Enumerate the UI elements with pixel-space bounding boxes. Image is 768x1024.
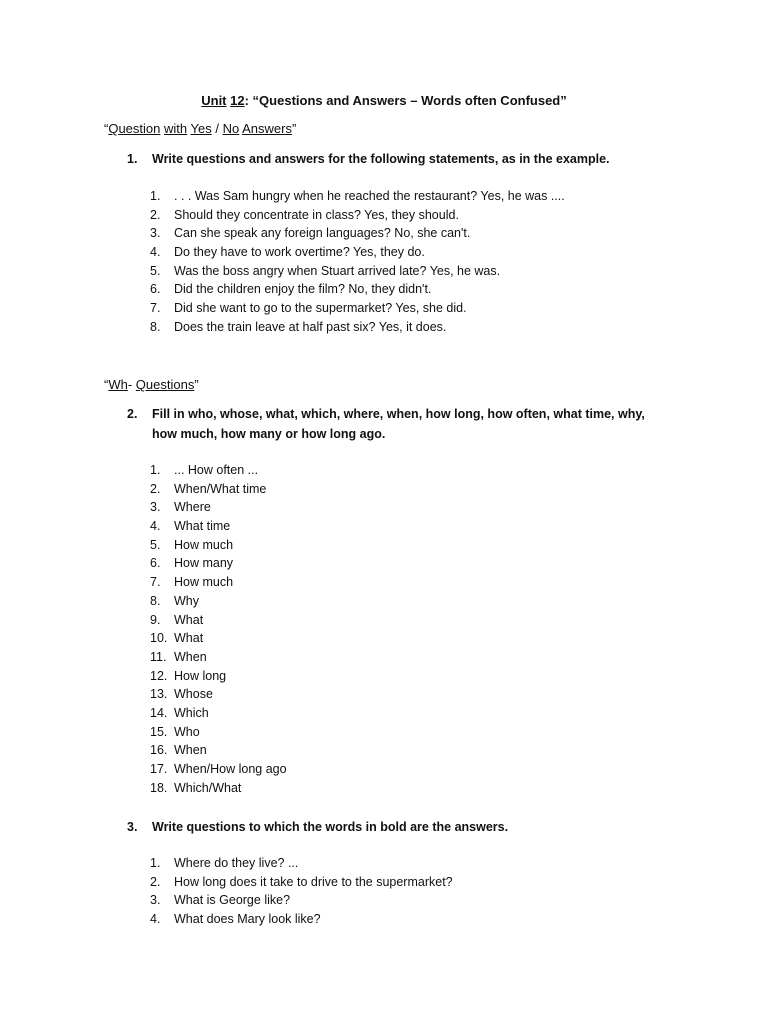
list-item [150,873,453,892]
list-item [150,891,453,910]
open-quote: “ [104,121,109,136]
list-item [150,910,453,929]
list-item [150,517,287,536]
list-item-text: How much [174,537,234,552]
list-item-text: When [174,649,207,664]
list-item-text: Why [174,593,199,608]
list-item-number: 15. [150,724,168,739]
list-item-text: Did the children enjoy the film? No, they didn't. [174,282,432,297]
title-text: : “Questions and Answers – Words often Confused” [244,93,567,108]
list-item [150,554,287,573]
list-item [150,667,287,686]
open-quote: “ [104,377,109,392]
list-item-number: 3. [150,893,161,908]
list-item-text: Was the boss angry when Stuart arrived late? Yes, he was. [174,263,501,278]
list-item-number: 2. [150,207,161,222]
list-item [150,299,565,318]
heading-word: Yes [190,121,212,136]
list-item [150,498,287,517]
list-item-number: 7. [150,575,161,590]
list-item-number: 1. [150,189,161,203]
list-item [150,741,287,760]
list-item-number: 4. [150,245,161,260]
list-item-text: Where [174,500,211,515]
list-item-text: What does Mary look like? [174,912,321,927]
title-unit-word: Unit [201,93,227,108]
heading-separator: / [211,121,223,136]
list-item-number: 16. [150,743,168,758]
heading-word: No [222,121,240,136]
heading-word: Answers [242,121,292,136]
list-item-text: When/How long ago [174,762,287,776]
heading-word: Questions [135,377,195,392]
heading-word: Wh [108,377,128,392]
list-item [150,611,287,630]
task-number: 1. [127,152,138,166]
task-instruction: Write questions to which the words in bold are the answers. [152,820,509,834]
list-item-number: 8. [150,593,161,608]
list-item [150,187,565,206]
list-item-number: 11. [150,649,167,664]
page-title [0,92,768,111]
list-item [150,629,287,648]
answer-list-3 [150,854,453,929]
list-item [150,318,565,337]
list-item-number: 12. [150,668,168,683]
list-item-text: When [174,743,207,758]
task-number: 2. [127,407,138,421]
list-item [150,206,565,225]
section-heading-yes-no [104,120,296,139]
list-item-number: 14. [150,705,168,720]
list-item [150,262,565,281]
list-item-text: How long does it take to drive to the supermarket? [174,874,453,889]
task-3 [127,817,667,837]
section-heading-wh [104,376,199,395]
list-item-text: What [174,612,204,627]
list-item-text: What [174,631,204,646]
list-item [150,224,565,243]
list-item-text: Can she speak any foreign languages? No, she can't. [174,226,471,241]
list-item-text: Do they have to work overtime? Yes, they do. [174,245,425,260]
list-item [150,280,565,299]
list-item-text: Should they concentrate in class? Yes, they should. [174,207,459,222]
task-instruction: Fill in who, whose, what, which, where, when, how long, how often, what time, why, how much, how many or how long ago. [152,407,645,441]
close-quote: ” [291,121,297,136]
list-item-number: 17. [150,762,168,776]
list-item [150,243,565,262]
list-item [150,704,287,723]
list-item [150,536,287,555]
list-item-text: Which/What [174,780,242,795]
task-number: 3. [127,820,138,834]
heading-word: Question [108,121,161,136]
list-item-number: 9. [150,612,161,627]
list-item-number: 4. [150,912,161,927]
list-item [150,573,287,592]
list-item-number: 3. [150,500,161,515]
task-1 [127,149,667,169]
list-item-text: Who [174,724,200,739]
list-item [150,685,287,704]
list-item-number: 5. [150,263,161,278]
answer-list-2 [150,461,287,797]
list-item-text: What time [174,519,231,534]
list-item-text: What is George like? [174,893,291,908]
list-item [150,592,287,611]
list-item-number: 6. [150,282,161,297]
list-item [150,760,287,779]
heading-dash: - [127,377,136,392]
list-item [150,854,453,873]
list-item-text: Does the train leave at half past six? Yes, it does. [174,319,447,334]
list-item [150,648,287,667]
list-item-number: 7. [150,301,161,316]
list-item [150,723,287,742]
task-2 [127,404,667,444]
list-item-text: How many [174,556,234,571]
list-item-text: Where do they live? ... [174,856,299,870]
list-item [150,779,287,798]
list-item-number: 4. [150,519,161,534]
list-item-text: . . . Was Sam hungry when he reached the restaurant? Yes, he was .... [174,189,565,203]
close-quote: ” [194,377,199,392]
list-item-number: 5. [150,537,161,552]
list-item-number: 13. [150,687,168,702]
list-item-number: 1. [150,463,161,477]
list-item-text: How much [174,575,234,590]
list-item-number: 10. [150,631,168,646]
list-item-number: 8. [150,319,161,334]
list-item-text: Which [174,705,209,720]
list-item-text: Whose [174,687,213,702]
list-item-text: When/What time [174,481,267,496]
list-item-number: 1. [150,856,161,870]
list-item-text: How long [174,668,227,683]
list-item-number: 2. [150,481,161,496]
title-unit-number: 12 [230,93,245,108]
list-item [150,480,287,499]
heading-word: with [164,121,188,136]
task-instruction: Write questions and answers for the following statements, as in the example. [152,152,610,166]
list-item-text: Did she want to go to the supermarket? Yes, she did. [174,301,467,316]
list-item-number: 6. [150,556,161,571]
answer-list-1 [150,187,565,337]
list-item [150,461,287,480]
list-item-number: 3. [150,226,161,241]
list-item-number: 18. [150,780,168,795]
list-item-number: 2. [150,874,161,889]
list-item-text: ... How often ... [174,463,259,477]
